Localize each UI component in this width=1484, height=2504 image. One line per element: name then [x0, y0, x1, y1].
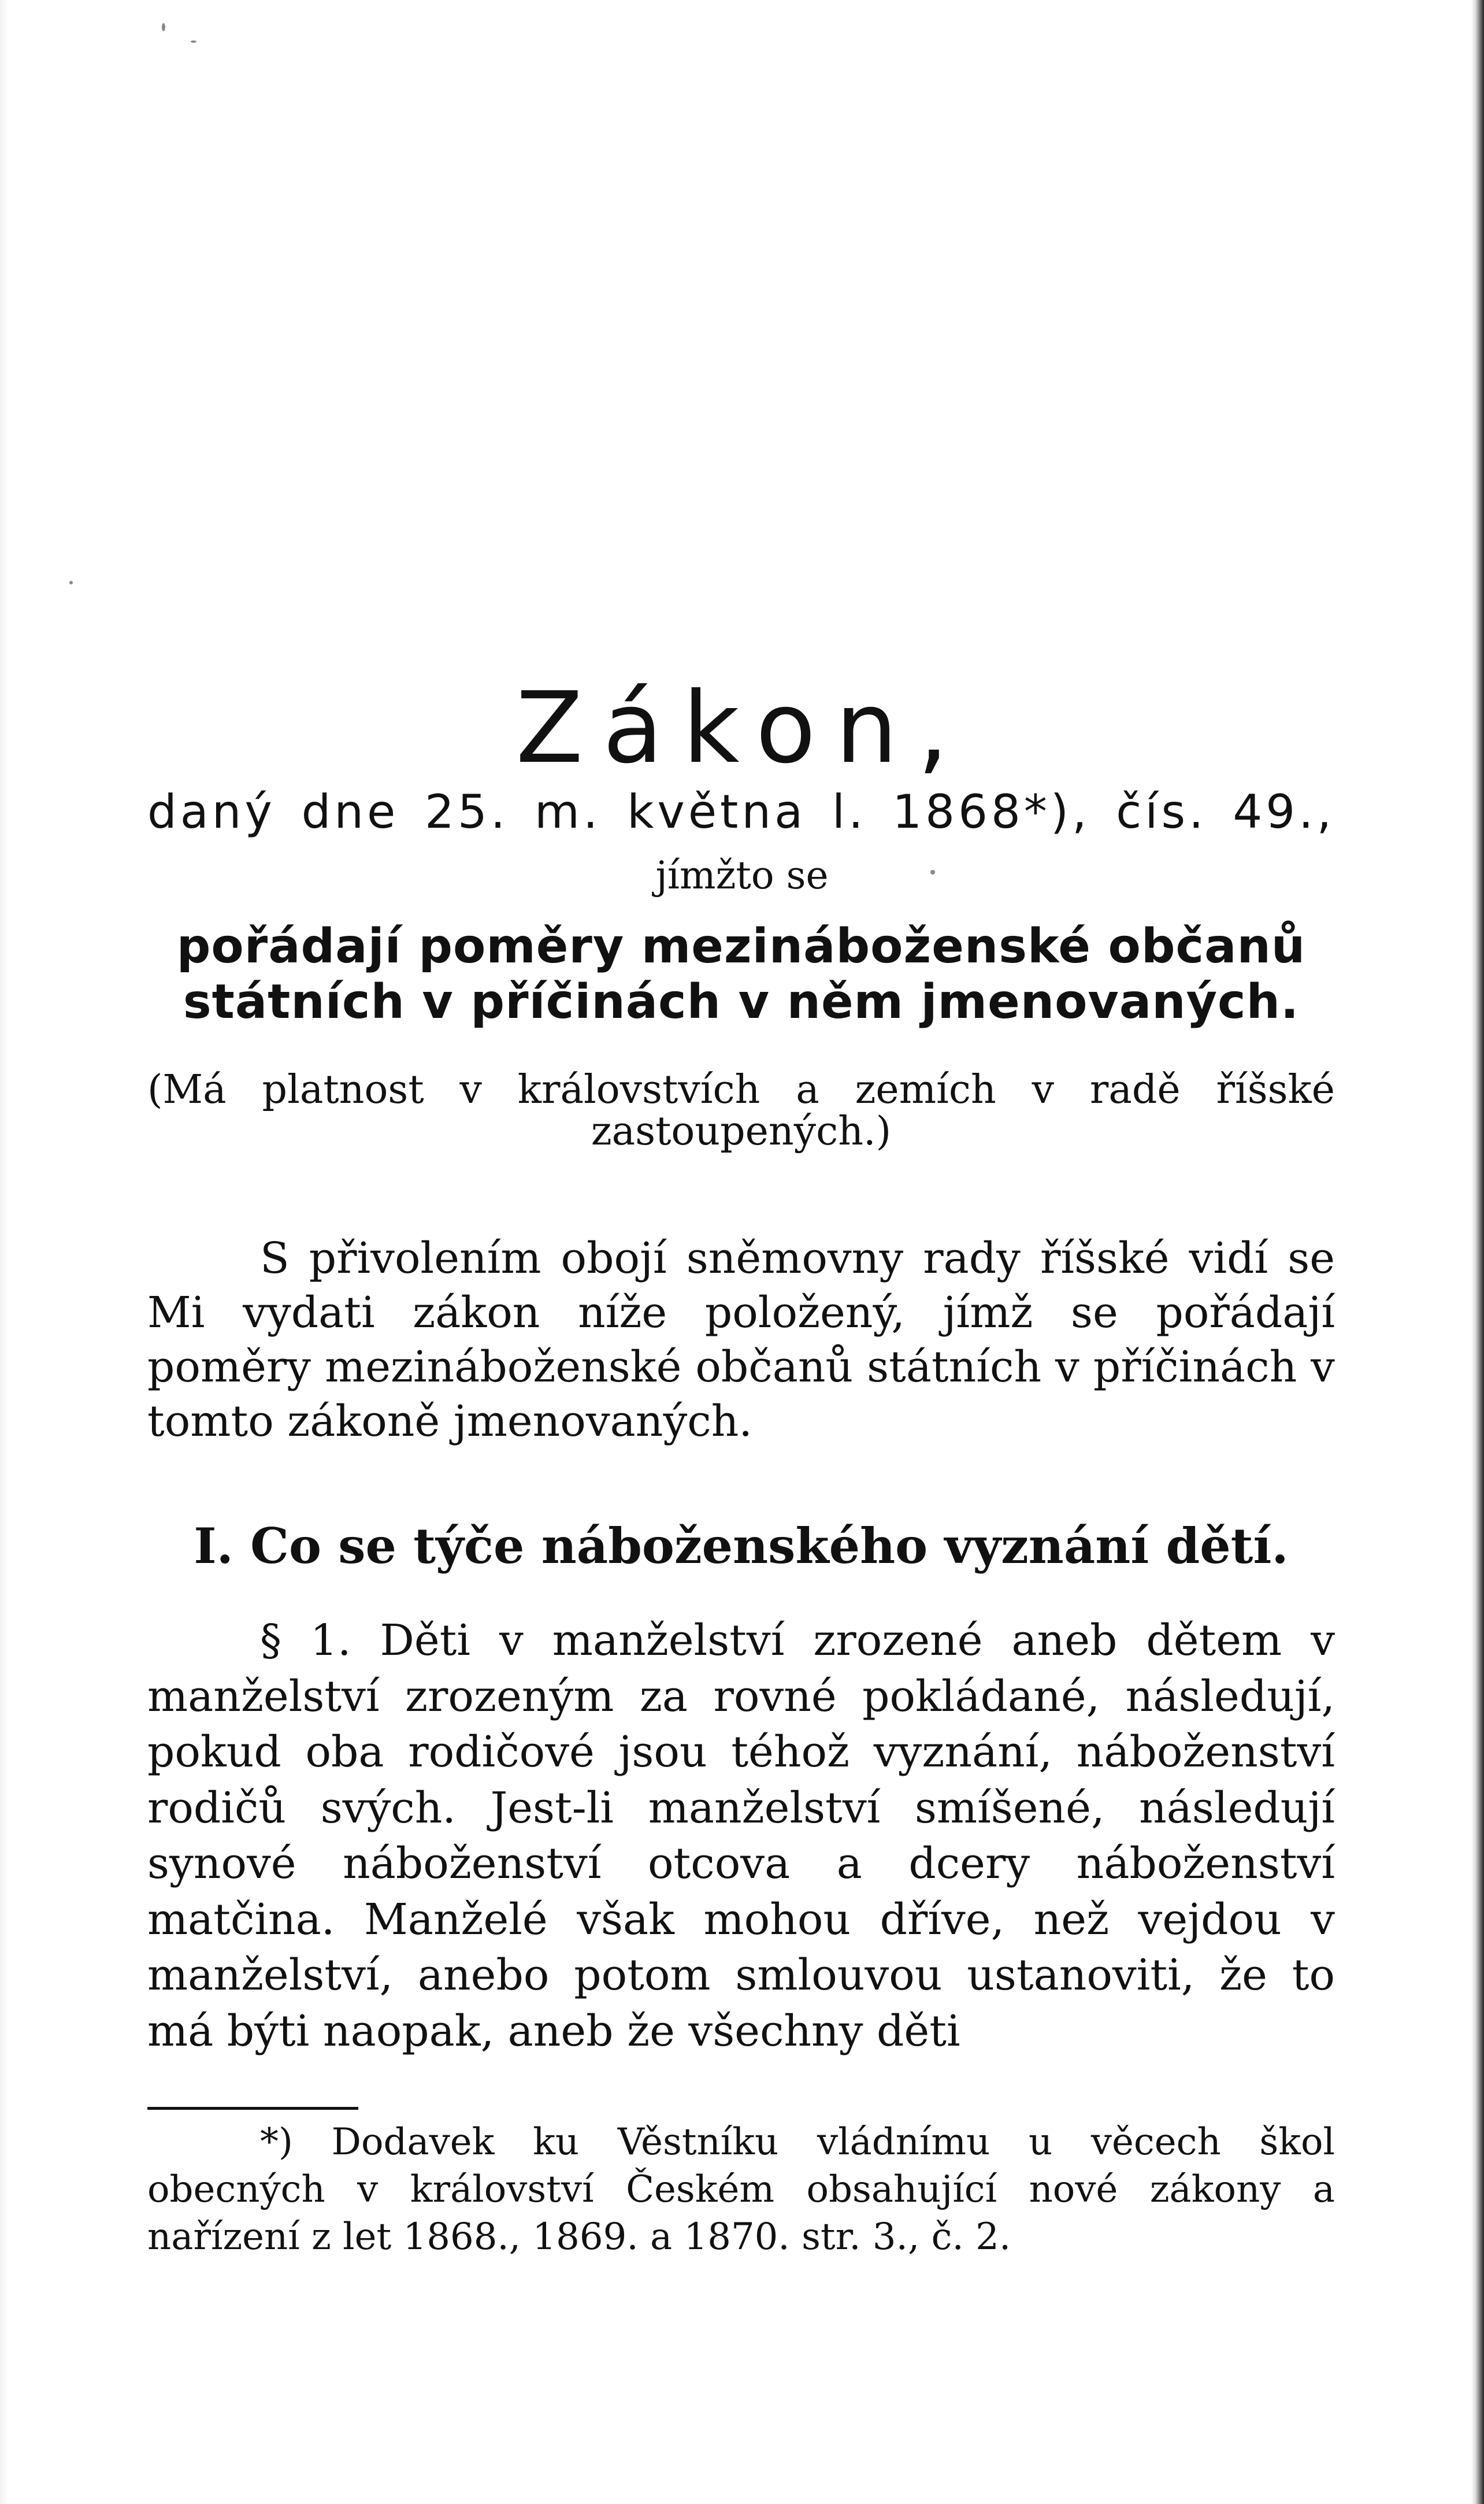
document-title: Zákon,	[515, 671, 969, 786]
date-line: daný dne 25. m. května l. 1868*), čís. 49.,	[147, 785, 1335, 839]
section-heading: I. Co se týče náboženského vyznání dětí.	[194, 1517, 1289, 1575]
subtitle: jímžto se	[655, 853, 829, 898]
scan-left-edge	[0, 0, 8, 2504]
intro-paragraph: S přivolením obojí sněmovny rady říšské vidí se Mi vydati zákon níže položený, jímž se pořádají poměry mezináboženské občanů státních v příčinách v tomto zákoně jmenovaných.	[147, 1234, 1335, 1446]
footnote: *) Dodavek ku Věstníku vládnímu u věcech škol obecných v království Českém obsahující nové zákony a nařízení z let 1868., 1869. a 1870. str. 3., č. 2.	[147, 2121, 1335, 2258]
scan-speck	[162, 23, 165, 31]
footnote-divider	[147, 2107, 358, 2110]
scan-speck	[69, 581, 73, 584]
scan-speck	[191, 40, 196, 43]
paragraph-1: § 1. Děti v manželství zrozené aneb dětem v manželství zrozeným za rovné pokládané, následují, pokud oba rodičové jsou téhož vyznání, náboženství rodičů svých. Jest-li manželství smíšené, následují synové náboženství otcova a dcery náboženství matčina. Manželé však mohou dříve, než vejdou v manželství, anebo potom smlouvou ustanoviti, že to má býti naopak, aneb že všechny děti	[147, 1616, 1335, 2056]
validity-note: (Má platnost v královstvích a zemích v radě říšské zastoupených.)	[147, 1067, 1335, 1154]
scan-right-edge	[1471, 0, 1484, 2504]
main-heading: pořádají poměry mezináboženské občanů státních v příčinách v něm jmenovaných.	[176, 919, 1306, 1029]
